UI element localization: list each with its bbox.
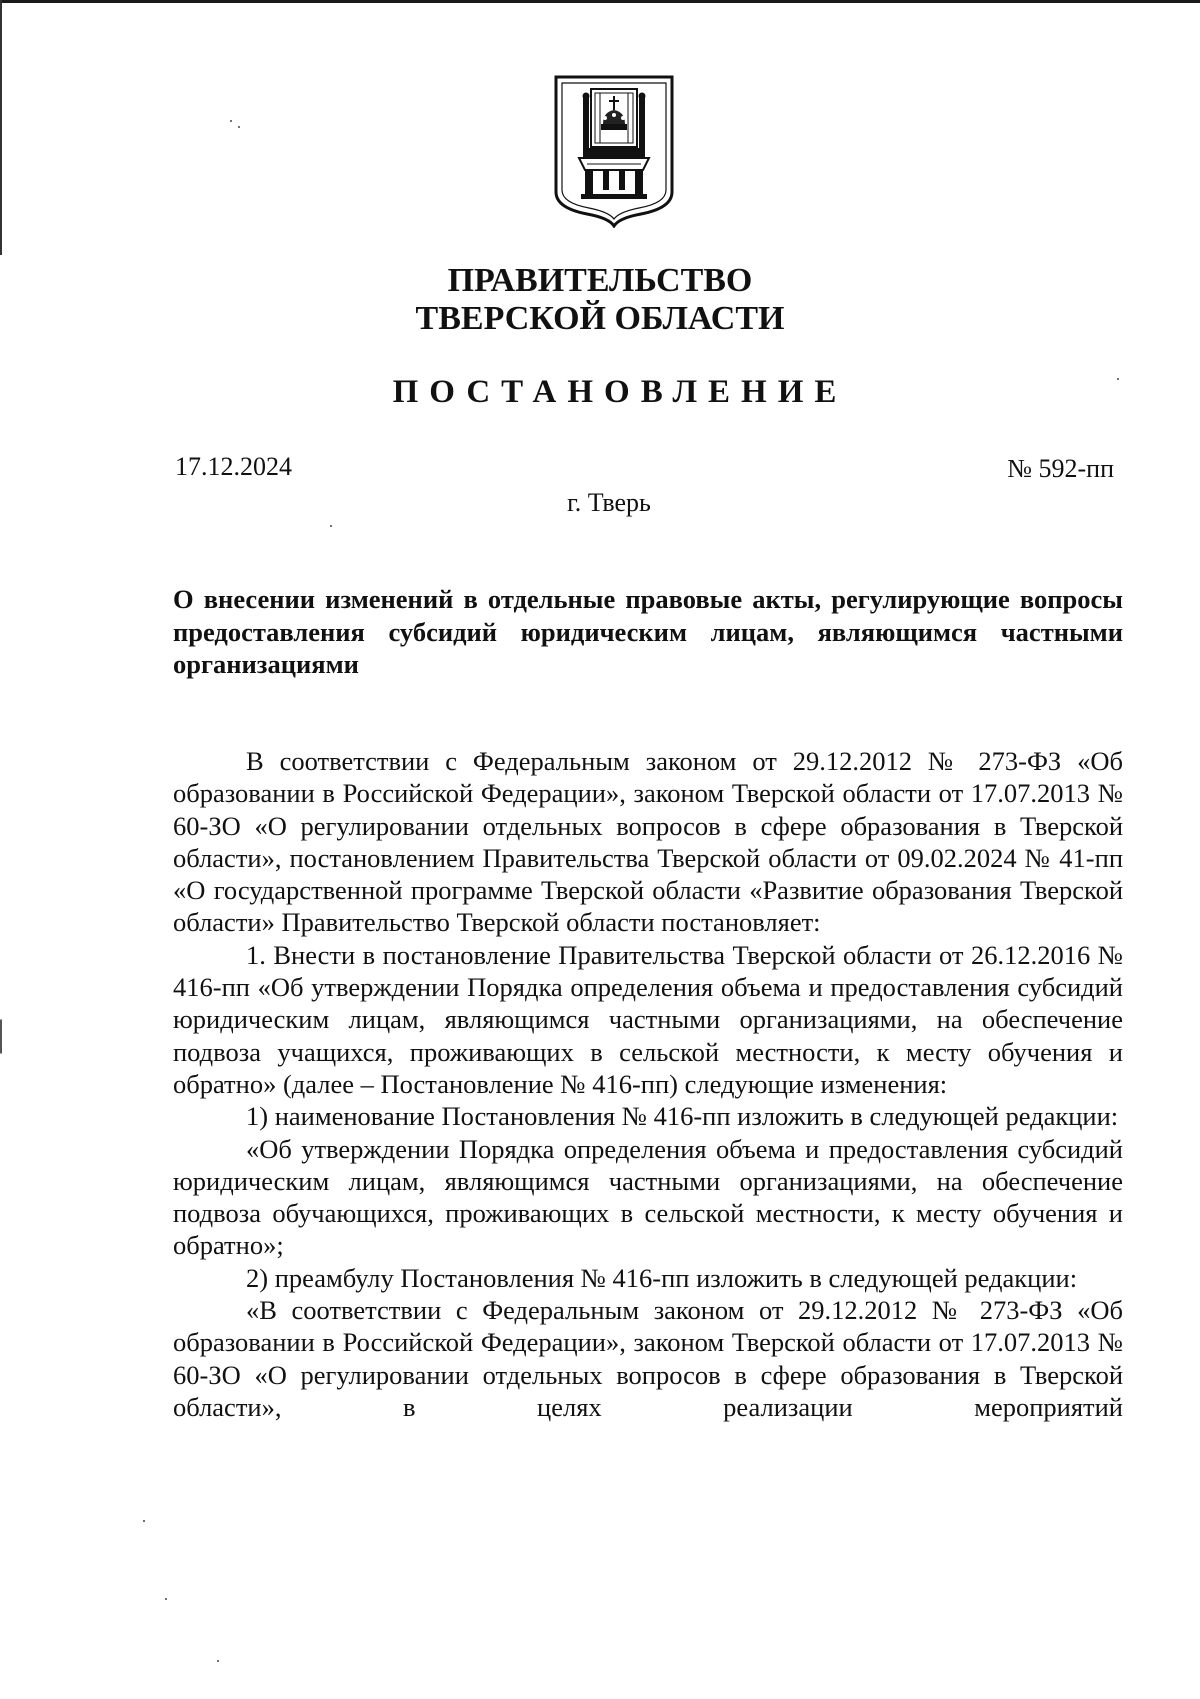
document-title: О внесении изменений в отдельные правовые акты, регулирующие вопросы предоставления субсидий юридическим лицам, являющимся частными организациями <box>173 584 1123 679</box>
government-name-line1: ПРАВИТЕЛЬСТВО <box>447 262 753 299</box>
scan-speck <box>230 120 232 122</box>
paragraph-subitem-2: 2) преамбулу Постановления № 416-пп изложить в следующей редакции: <box>246 1262 1078 1293</box>
paragraph-quote-title: «Об утверждении Порядка определения объема и предоставления субсидий юридическим лицам, являющимся частными организациями, на обеспечение подвоза обучающихся, проживающих в сельской местности, к месту обучения и обратно»; <box>173 1133 1123 1261</box>
scan-speck <box>217 1660 219 1662</box>
document-city: г. Тверь <box>567 488 651 517</box>
coat-of-arms-icon <box>553 74 675 228</box>
government-name-line2: ТВЕРСКОЙ ОБЛАСТИ <box>415 300 785 337</box>
paragraph-item-1: 1. Внести в постановление Правительства Тверской области от 26.12.2016 № 416-пп «Об утверждении Порядка определения объема и предоставления субсидий юридическим лицам, являющимся частными организациями, на обеспечение подвоза учащихся, проживающих в сельской местности, к месту обучения и обратно» (далее – Постановление № 416-пп) следующие изменения: <box>173 939 1123 1099</box>
scan-edge-top <box>0 0 1200 3</box>
scan-speck <box>238 126 240 128</box>
scan-speck <box>330 525 332 527</box>
scan-speck <box>165 1598 167 1600</box>
scan-speck <box>143 1520 145 1522</box>
paragraph-preamble: В соответствии с Федеральным законом от 29.12.2012 № 273-ФЗ «Об образовании в Российской Федерации», законом Тверской области от 17.07.2013 № 60-ЗО «О регулировании отдельных вопросов в сфере образования в Тверской области», постановлением Правительства Тверской области от 09.02.2024 № 41-пп «О государственной программе Тверской области «Развитие образования Тверской области» Правительство Тверской области постановляет: <box>173 746 1123 938</box>
document-type-heading: ПОСТАНОВЛЕНИЕ <box>392 374 848 410</box>
paragraph-subitem-1: 1) наименование Постановления № 416-пп изложить в следующей редакции: <box>246 1101 1119 1132</box>
scan-speck <box>1117 378 1119 380</box>
scan-edge-left <box>0 0 2 1699</box>
document-number: № 592-пп <box>1007 454 1114 483</box>
document-date: 17.12.2024 <box>175 452 292 481</box>
document-body <box>173 745 1123 1423</box>
paragraph-quote-preamble: «В соответствии с Федеральным законом от 29.12.2012 № 273-ФЗ «Об образовании в Российской Федерации», законом Тверской области от 17.07.2013 № 60-ЗО «О регулировании отдельных вопросов в сфере образования в Тверской области», в целях реализации мероприятий <box>173 1295 1123 1422</box>
